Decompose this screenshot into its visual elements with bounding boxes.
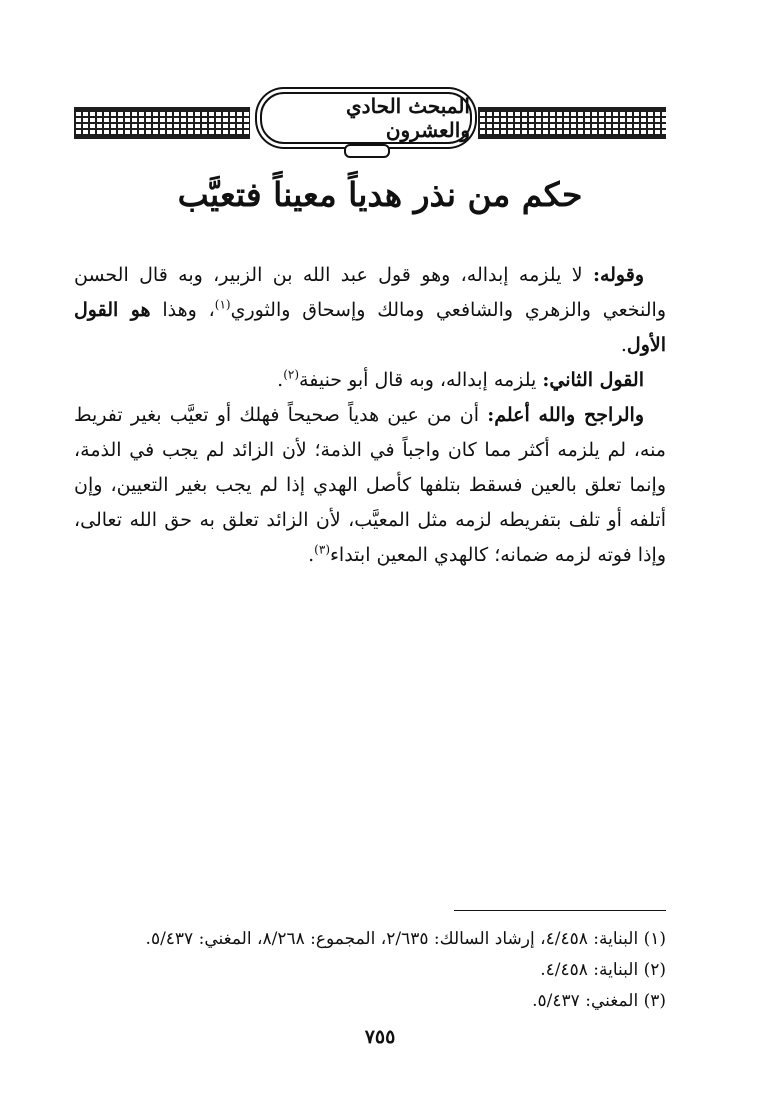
- p1-text-2: ، وهذا: [150, 299, 215, 321]
- section-title: المبحث الحادي والعشرون: [346, 94, 470, 142]
- p3-lead: والراجح والله أعلم:: [487, 404, 644, 426]
- footnote-divider: [454, 910, 666, 911]
- footnote-ref-1: (١): [214, 297, 231, 312]
- paragraph-1: [74, 258, 666, 363]
- p3-text: أن من عين هدياً صحيحاً فهلك أو تعيَّب بغير تفريط منه، لم يلزمه أكثر مما كان واجباً في الذمة؛ لأن الزائد لم يجب في الذمة، وإنما تعلق بالعين فسقط بتلفها كأصل الهدي إذا لم يجب بغير التعيين، وإن أتلفه أو تلف بتفريطه لزمه مثل المعيَّب، لأن الزائد تعلق به حق الله تعالى، وإذا فوته لزمه ضمانه؛ كالهدي المعين ابتداء: [74, 404, 666, 566]
- p2-lead: القول الثاني:: [542, 369, 644, 391]
- footnote-2: (٢) البناية: ٤/٤٥٨.: [540, 960, 666, 980]
- ornament-strip-left: [74, 107, 250, 139]
- cartouche-tab: [344, 144, 390, 158]
- p1-text: لا يلزمه إبداله، وهو قول عبد الله بن الزبير، وبه قال الحسن والنخعي والزهري والشافعي ومالك وإسحاق والثوري: [74, 264, 667, 321]
- body-text: [74, 258, 666, 573]
- footnote-ref-2: (٢): [283, 367, 300, 382]
- p1-lead: وقوله:: [592, 264, 644, 286]
- p1-bold-end: هو القول الأول: [74, 299, 666, 356]
- section-cartouche: [260, 92, 472, 144]
- p1-end: .: [620, 334, 627, 356]
- page-number: ٧٥٥: [364, 1026, 396, 1048]
- footnote-3: (٣) المغني: ٥/٤٣٧.: [532, 991, 666, 1011]
- footnote-1: (١) البناية: ٤/٤٥٨، إرشاد السالك: ٢/٦٣٥، المجموع: ٨/٢٦٨، المغني: ٥/٤٣٧.: [145, 929, 666, 949]
- page-title: حكم من نذر هدياً معيناً فتعيَّب: [177, 175, 583, 214]
- p3-end: .: [308, 544, 315, 566]
- footnote-ref-3: (٣): [314, 542, 330, 557]
- footnotes: [74, 924, 666, 1017]
- paragraph-2: [74, 363, 666, 398]
- p2-text: يلزمه إبداله، وبه قال أبو حنيفة: [299, 369, 543, 391]
- p2-end: .: [277, 369, 284, 391]
- ornament-strip-right: [478, 107, 666, 139]
- paragraph-3: [74, 398, 666, 573]
- section-header: [74, 88, 666, 160]
